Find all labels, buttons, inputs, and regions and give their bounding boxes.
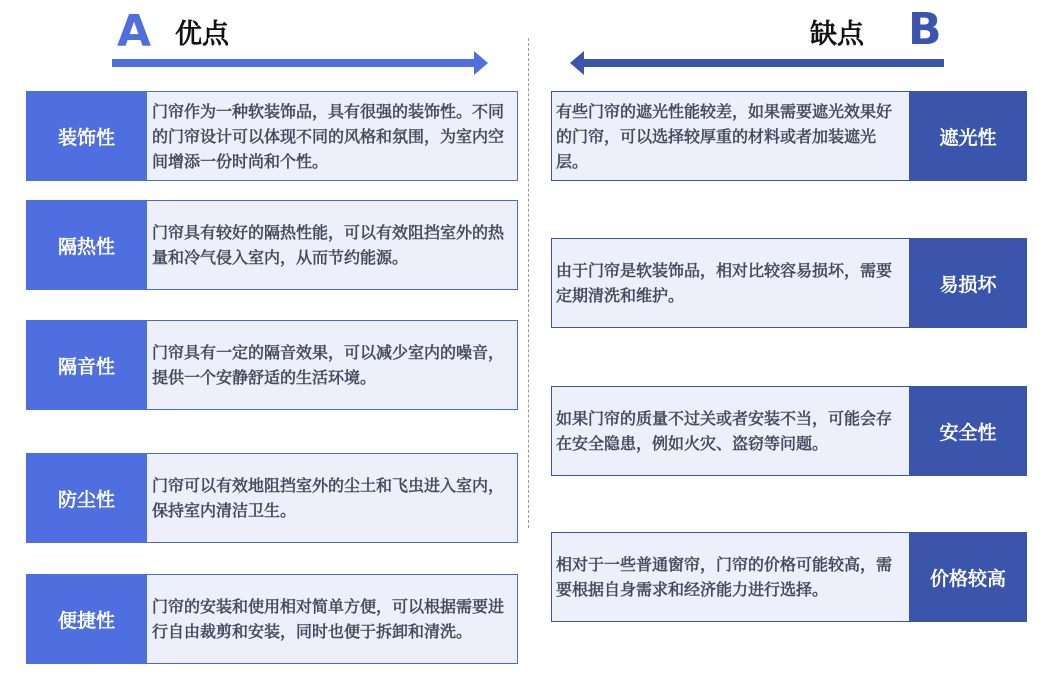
- pro-item-dustproof: [26, 453, 518, 543]
- center-divider: [528, 38, 529, 528]
- con-item-price: [551, 532, 1027, 622]
- pro-item-text: 门帘的安装和使用相对简单方便，可以根据需要进行自由裁剪和安装，同时也便于拆卸和清洗。: [147, 574, 518, 664]
- pro-item-convenience: [26, 574, 518, 664]
- con-item-text: 由于门帘是软装饰品，相对比较容易损坏，需要定期清洗和维护。: [551, 238, 909, 328]
- pro-item-text: 门帘具有一定的隔音效果，可以减少室内的噪音，提供一个安静舒适的生活环境。: [147, 320, 518, 410]
- con-item-label: 易损坏: [909, 238, 1027, 328]
- section-letter-a: A: [117, 6, 152, 57]
- right-arrow-icon: [112, 51, 490, 75]
- con-item-text: 有些门帘的遮光性能较差，如果需要遮光效果好的门帘，可以选择较厚重的材料或者加装遮光层。: [551, 91, 909, 181]
- pro-item-decorative: [26, 91, 518, 181]
- section-letter-b: B: [908, 4, 942, 55]
- con-item-label: 安全性: [909, 386, 1027, 476]
- pros-heading: 优点: [175, 19, 229, 50]
- pro-item-label: 装饰性: [26, 91, 147, 181]
- cons-heading: 缺点: [810, 19, 864, 50]
- pro-item-label: 隔热性: [26, 200, 147, 290]
- con-item-label: 遮光性: [909, 91, 1027, 181]
- con-item-text: 如果门帘的质量不过关或者安装不当，可能会存在安全隐患，例如火灾、盗窃等问题。: [551, 386, 909, 476]
- pro-item-soundproof: [26, 320, 518, 410]
- con-item-text: 相对于一些普通窗帘，门帘的价格可能较高，需要根据自身需求和经济能力进行选择。: [551, 532, 909, 622]
- con-item-label: 价格较高: [909, 532, 1027, 622]
- pro-item-insulation: [26, 200, 518, 290]
- con-item-fragile: [551, 238, 1027, 328]
- pro-item-label: 便捷性: [26, 574, 147, 664]
- pro-item-text: 门帘作为一种软装饰品，具有很强的装饰性。不同的门帘设计可以体现不同的风格和氛围，为室内空间增添一份时尚和个性。: [147, 91, 518, 181]
- con-item-safety: [551, 386, 1027, 476]
- pro-item-text: 门帘可以有效地阻挡室外的尘土和飞虫进入室内，保持室内清洁卫生。: [147, 453, 518, 543]
- pro-item-label: 隔音性: [26, 320, 147, 410]
- left-arrow-icon: [568, 51, 946, 75]
- pro-item-label: 防尘性: [26, 453, 147, 543]
- con-item-shading: [551, 91, 1027, 181]
- pro-item-text: 门帘具有较好的隔热性能，可以有效阻挡室外的热量和冷气侵入室内，从而节约能源。: [147, 200, 518, 290]
